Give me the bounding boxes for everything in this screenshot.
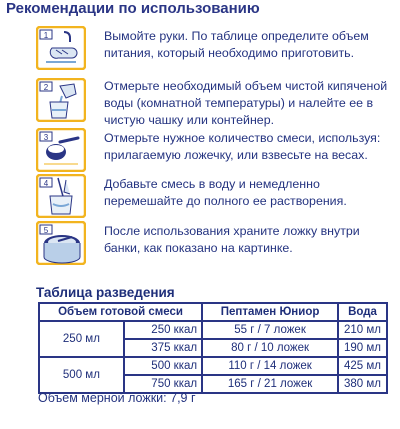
kcal-cell: 375 ккал [124, 339, 202, 357]
header-product: Пептамен Юниор [202, 303, 338, 321]
stirring-icon [36, 174, 86, 218]
page-heading: Рекомендации по использованию [6, 0, 260, 17]
table-header-row [39, 303, 387, 321]
header-water: Вода [338, 303, 387, 321]
step-number: 3 [43, 133, 49, 142]
table-row [39, 357, 387, 375]
kcal-cell: 750 ккал [124, 375, 202, 393]
step-text: Отмерьте нужное количество смеси, используя: прилагаемую ложечку, или взвесьте на весах. [104, 131, 381, 162]
table-title: Таблица разведения [36, 285, 175, 300]
step-number: 4 [43, 179, 49, 188]
measuring-scoop-icon [36, 128, 86, 172]
scoop-volume-note: Объем мерной ложки: 7,9 г [38, 391, 196, 405]
step-text: Добавьте смесь в воду и немедленно перемешайте до полного ее растворения. [104, 177, 347, 208]
step-number: 2 [43, 83, 49, 92]
volume-cell: 250 мл [39, 321, 124, 357]
volume-cell: 500 мл [39, 357, 124, 393]
step-text: Отмерьте необходимый объем чистой кипяченой воды (комнатной температуры) и налейте ее в чистую чашку или контейнер. [104, 79, 388, 127]
step-text: После использования храните ложку внутри банки, как показано на картинке. [104, 224, 360, 255]
kcal-cell: 500 ккал [124, 357, 202, 375]
step-text: Вымойте руки. По таблице определите объем питания, который необходимо приготовить. [104, 29, 369, 60]
dilution-table [38, 302, 388, 394]
powder-cell: 110 г / 14 ложек [202, 357, 338, 375]
step-4 [0, 174, 400, 222]
powder-cell: 165 г / 21 ложек [202, 375, 338, 393]
water-cell: 425 мл [338, 357, 387, 375]
kcal-cell: 250 ккал [124, 321, 202, 339]
step-3 [0, 128, 400, 176]
water-cell: 380 мл [338, 375, 387, 393]
water-cell: 210 мл [338, 321, 387, 339]
step-2 [0, 78, 400, 126]
scoop-in-can-icon [36, 221, 86, 265]
step-1 [0, 26, 400, 74]
washing-hands-icon [36, 26, 86, 70]
water-cell: 190 мл [338, 339, 387, 357]
step-5 [0, 221, 400, 269]
table-row [39, 321, 387, 339]
pouring-water-icon [36, 78, 86, 122]
powder-cell: 80 г / 10 ложек [202, 339, 338, 357]
step-number: 5 [43, 226, 49, 235]
step-number: 1 [43, 31, 49, 40]
powder-cell: 55 г / 7 ложек [202, 321, 338, 339]
header-volume: Объем готовой смеси [39, 303, 202, 321]
